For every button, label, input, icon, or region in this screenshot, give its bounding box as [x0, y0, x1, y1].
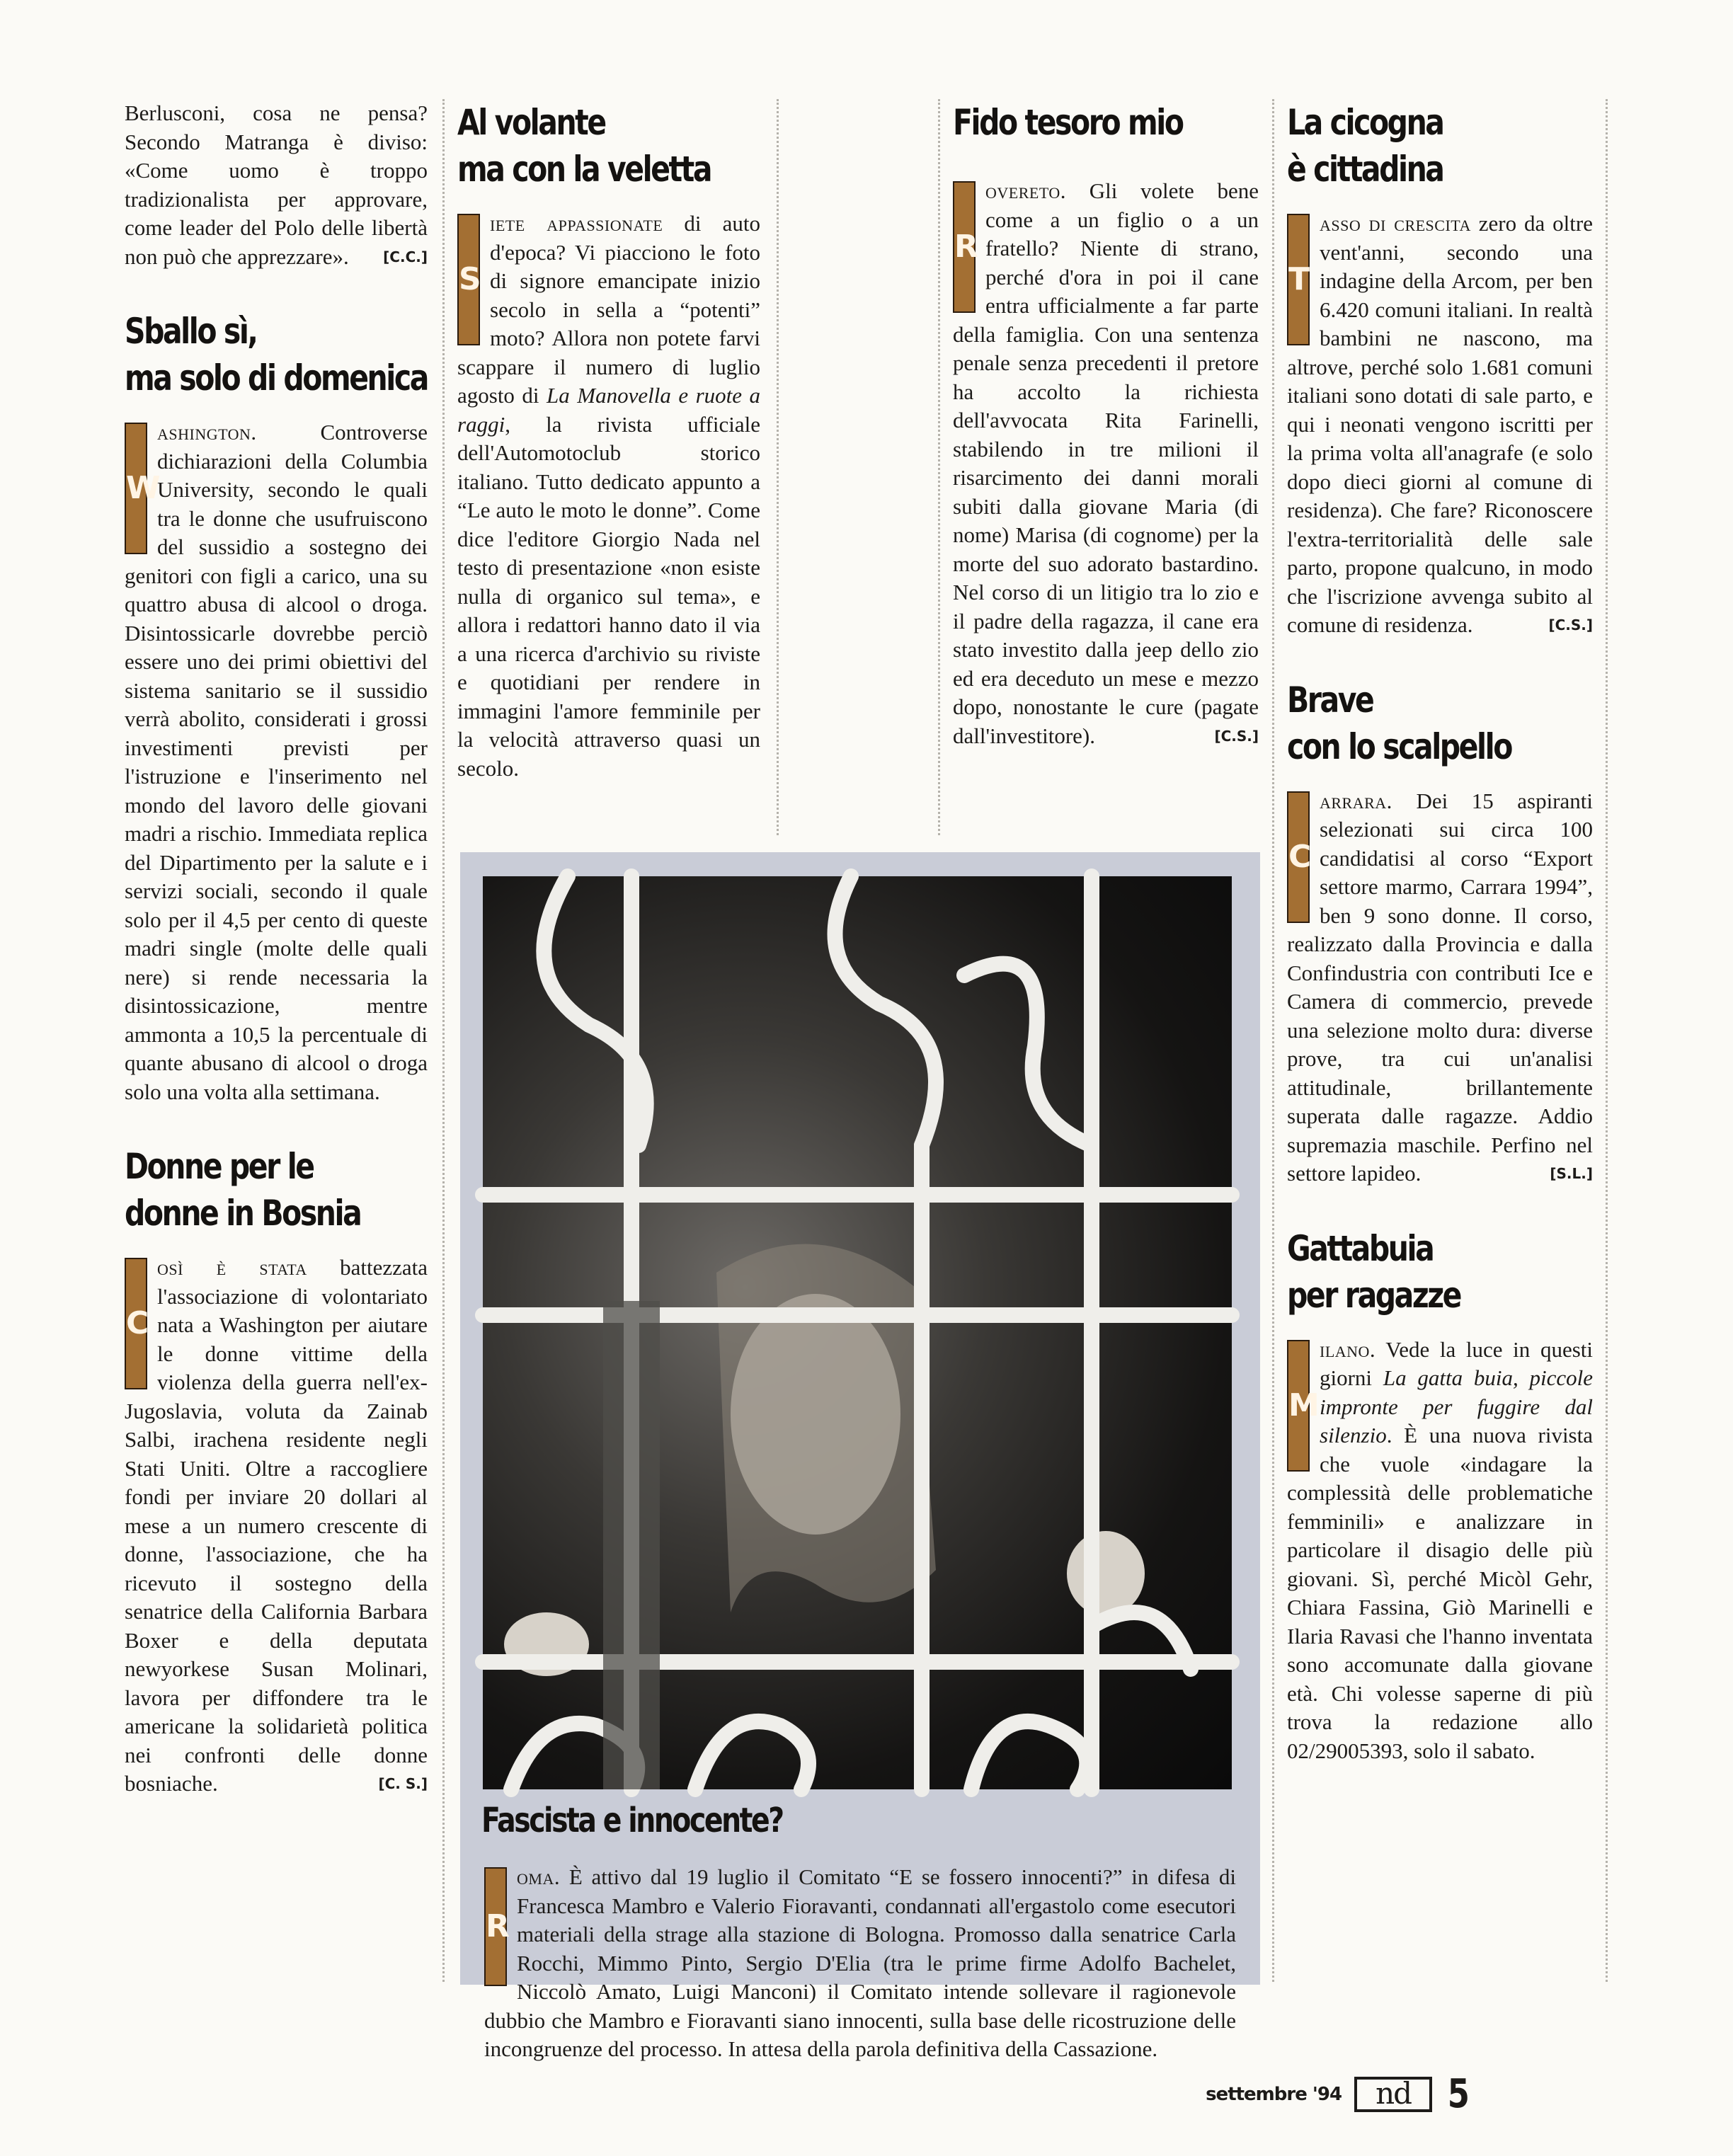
article-body: C osì è stata battezzata l'associazione di volontariato nata a Washington per aiutare le donne vittime della violenza della guerra nell'ex-Jugoslavia, voluta da Zainab Salbi, irachena residente negli Stati Uniti. Oltre a raccogliere fondi per inviare 20 dollari al mese a un numero crescente di donne, l'associazione, che ha ricevuto il sostegno della senatrice della California Barbara Boxer e della deputata newyorkese Susan Molinari, lavora per diffondere tra le americane la solidarietà politica nei confronti delle donne bosniache. [C. S.] — [125, 1254, 428, 1799]
author-signature: [C.C.] — [383, 248, 428, 265]
dateline: arrara. — [1320, 788, 1392, 813]
article-title: La cicogna è cittadina — [1287, 102, 1443, 190]
dateline: asso di crescita — [1320, 211, 1471, 236]
dateline: overeto. — [985, 178, 1067, 203]
article-title: Sballo sì, ma solo di domenica — [125, 311, 428, 398]
article-title: Al volante ma con la veletta — [457, 102, 711, 190]
column-divider — [777, 99, 779, 835]
article-body: R oma. È attivo dal 19 luglio il Comitato “E se fossero innocenti?” in difesa di Francesca Mambro e Valerio Fioravanti, condannati all'ergastolo come esecutori materiali della strage alla stazione di Bologna. Promosso dalla senatrice Carla Rocchi, Mimmo Pinto, Sergio D'Elia (tra le prime firme Adolfo Bachelet, Niccolò Amato, Luigi Manconi) il Comitato intende sollevare il ragionevole dubbio che Mambro e Fioravanti siano innocenti, sulla base delle ricostruzione delle incongruenze del processo. In attesa della parola definitiva della Cassazione. — [484, 1864, 1237, 2061]
author-signature: [S.L.] — [1550, 1165, 1593, 1182]
article-body: R overeto. Gli volete bene come a un figlio o a un fratello? Niente di strano, perché d'ora in poi il cane entra ufficialmente a far parte della famiglia. Con una sentenza penale senza precedenti il pretore ha accolto la richiesta dell'avvocata Rita Farinelli, stabilendo in tre milioni il risarcimento dei danni morali subiti dalla giovane Maria (di nome) Marisa (di cognome) per la morte del suo adorato bastardino. Nel corso di un litigio tra lo zio e il padre della ragazza, il cane era stato investito dalla jeep dello zio ed era deceduto un mese e mezzo dopo, nonostante le cure (pagate dall'investitore). [C.S.] — [953, 177, 1259, 750]
column-2 — [457, 99, 760, 820]
drop-cap: S — [457, 214, 480, 345]
article-title: Fascista e innocente? — [481, 1801, 783, 1840]
article-body: Berlusconi, cosa ne pensa? Secondo Matranga è diviso: «Come uomo è troppo tradizionalista per approvare, come leader del Polo delle libertà non può che apprezzare». [C.C.] — [125, 99, 428, 271]
dateline: oma. — [517, 1864, 561, 1889]
page-number: 5 — [1447, 2071, 1469, 2117]
article-fido — [953, 99, 1259, 750]
issue-date: settembre '94 — [1206, 2083, 1342, 2105]
drop-cap: W — [125, 423, 147, 554]
page-footer — [1206, 2071, 1471, 2117]
column-1 — [125, 99, 428, 1835]
article-title: Fido tesoro mio — [953, 102, 1183, 143]
author-signature: [C.S.] — [1548, 617, 1593, 633]
column-divider — [442, 99, 445, 1982]
drop-cap: R — [484, 1867, 507, 1986]
article-bosnia — [125, 1143, 428, 1799]
article-continuation — [125, 99, 428, 271]
drop-cap: T — [1287, 214, 1310, 345]
article-scalpello — [1287, 677, 1593, 1188]
dateline: osì è stata — [157, 1255, 307, 1280]
drop-cap: C — [125, 1258, 147, 1389]
magazine-title: La Manovella e ruote a raggi — [457, 383, 760, 437]
column-divider — [1606, 99, 1608, 1982]
dateline: iete appassionate — [490, 211, 663, 236]
article-body: M ilano. Vede la luce in questi giorni La gatta buia, piccole impronte per fuggire dal silenzio. È una nuova rivista che vuole «indagare la complessità delle problematiche femminili» e analizzare in particolare il disagio delle più giovani. Sì, perché Micòl Gehr, Chiara Fassina, Giò Marinelli e Ilaria Ravasi che l'hanno inventata sono accomunate dalla giovane età. Chi volesse saperne di più trova la redazione allo 02/29005393, solo il sabato. — [1287, 1336, 1593, 1763]
woman-behind-gate-photo — [483, 876, 1232, 1789]
column-3 — [953, 99, 1259, 787]
column-4 — [1287, 99, 1593, 1802]
article-title: Gattabuia per ragazze — [1287, 1227, 1461, 1316]
column-divider — [1272, 99, 1274, 1982]
article-body: S iete appassionate di auto d'epoca? Vi piacciono le foto di signore emancipate inizio secolo in sella a “potenti” moto? Allora non potete farvi scappare il numero di luglio agosto di La Manovella e ruote a raggi, la rivista ufficiale dell'Automotoclub storico italiano. Tutto dedicato appunto a “Le auto le moto le donne”. Come dice l'editore Giorgio Nada nel testo di presentazione «non esiste nulla di organico sul tema», e allora i redattori hanno dato il via a una ricerca d'archivio su riviste e quotidiani per rendere in immagini l'amore femminile per la velocità attraverso quasi un secolo. — [457, 211, 760, 781]
article-body: W ashington. Controverse dichiarazioni della Columbia University, secondo le quali tra le donne che usufruiscono del sussidio a sostegno dei genitori con figli a carico, una su quattro abusa di alcool o droga. Disintossicarle dovrebbe perciò essere uno dei primi obiettivi del sistema sanitario se il sussidio verrà abolito, considerati i grossi investimenti previsti per l'istruzione e l'inserimento nel mondo del lavoro delle giovani madri a rischio. Immediata replica del Dipartimento per la salute e i servizi sociali, secondo il quale solo per il 4,5 per cento di queste madri single (molte delle quali nere) si rende necessaria la disintossicazione, mentre ammonta a 10,5 la percentuale di quante abusano di alcool o droga solo una volta alla settimana. — [125, 420, 428, 1104]
article-al-volante — [457, 99, 760, 783]
dateline: ashington. — [157, 420, 257, 445]
photo-feature-box — [460, 852, 1260, 2061]
column-divider — [938, 99, 940, 835]
article-body: T asso di crescita zero da oltre vent'anni, secondo una indagine della Arcom, per ben 6.420 comuni italiani. In realtà bambini ne nascono, ma altrove, perché solo 1.681 comuni italiani sono dotati di sale parto, e qui i neonati vengono iscritti per la prima volta all'anagrafe (e solo dopo dieci giorni al comune di residenza). Che fare? Riconoscere l'extra-territorialità delle sale parto, propone qualcuno, in modo che l'iscrizione avvenga subito al comune di residenza. [C.S.] — [1287, 210, 1593, 640]
article-cicogna — [1287, 99, 1593, 640]
article-body: C arrara. Dei 15 aspiranti selezionati sui circa 100 candidatisi al corso “Export settore marmo, Carrara 1994”, ben 9 sono donne. Il corso, realizzato dalla Provincia e dalla Confindustria con contributi Ice e Camera di commercio, prevede una selezione molto dura: diverse prove, tra cui un'analisi attitudinale, brillantemente superata dalle ragazze. Addio supremazia maschile. Perfino nel settore lapideo. [S.L.] — [1287, 787, 1593, 1188]
author-signature: [C. S.] — [378, 1775, 428, 1792]
gate-illustration — [483, 876, 1232, 1789]
drop-cap: R — [953, 181, 976, 313]
magazine-title: La gatta buia, piccole impronte per fuggire dal silenzio — [1320, 1365, 1593, 1447]
article-sballo — [125, 308, 428, 1106]
article-gattabuia — [1287, 1225, 1593, 1766]
magazine-logo: nd — [1354, 2077, 1432, 2112]
dateline: ilano. — [1320, 1336, 1376, 1362]
drop-cap: C — [1287, 791, 1310, 923]
drop-cap: M — [1287, 1340, 1310, 1472]
article-title: Brave con lo scalpello — [1287, 679, 1511, 767]
author-signature: [C.S.] — [1214, 727, 1259, 745]
article-title: Donne per le donne in Bosnia — [125, 1146, 361, 1234]
